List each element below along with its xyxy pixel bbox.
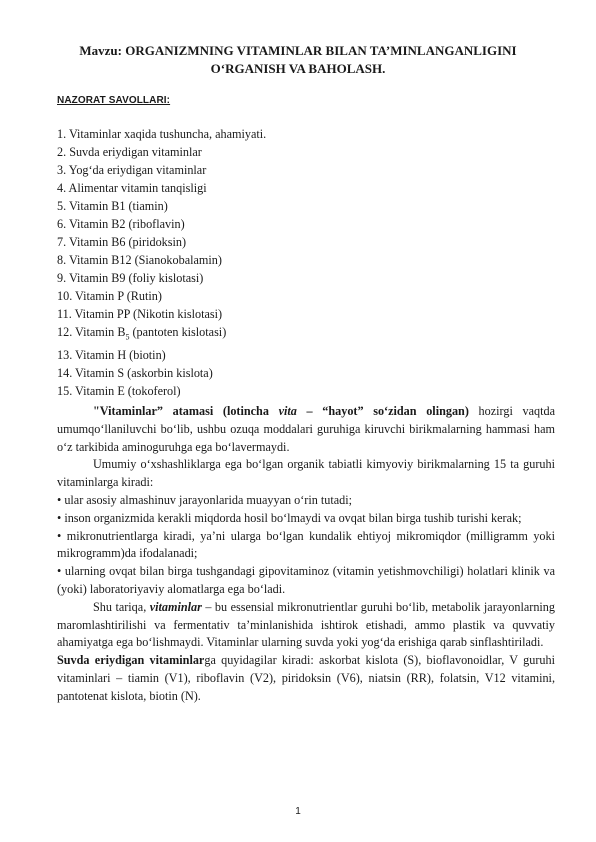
paragraph-water-soluble bbox=[57, 652, 555, 705]
question-item: 15. Vitamin E (tokoferol) bbox=[57, 384, 181, 399]
bullet-item: • mikronutrientlarga kiradi, ya’ni ularga bo‘lgan kundalik ehtiyoj mikromiqdor (milligramm yoki mikrogramm)da ifodalanadi; bbox=[57, 528, 555, 561]
question-item: 13. Vitamin H (biotin) bbox=[57, 348, 166, 363]
definition-bold-start: "Vitaminlar” atamasi (lotincha bbox=[93, 404, 279, 418]
document-title bbox=[40, 42, 556, 78]
water-soluble-term: Suvda eriydigan vitaminlar bbox=[57, 653, 205, 668]
question-item: 11. Vitamin PP (Nikotin kislotasi) bbox=[57, 307, 223, 321]
question-item: 4. Alimentar vitamin tanqisligi bbox=[57, 181, 207, 195]
question-item: 6. Vitamin B2 (riboflavin) bbox=[57, 217, 185, 231]
bullet-item: • ularning ovqat bilan birga tushgandagi gipovitaminoz (vitamin yetishmovchiligi) holatlari klinik va (yoki) laboratoriyaviy alomatlarga ega bo‘ladi. bbox=[57, 564, 555, 596]
title-line-2: O‘RGANISH VA BAHOLASH. bbox=[210, 61, 386, 76]
paragraph-groups: Umumiy o‘xshashliklarga ega bo‘lgan organik tabiatli kimyoviy birikmalarning 15 ta guruhi vitaminlarga kiradi: bbox=[57, 457, 555, 490]
paragraph-summary bbox=[57, 599, 555, 652]
definition-rest: hozirgi vaqtda umumqo‘llaniluvchi bo‘lib, ushbu ozuqa moddalari guruhiga kiruvchi birikmalarning hammasi ham o‘z tarkibida aminoguruhga ega bo‘lavermaydi. bbox=[57, 404, 555, 454]
summary-start: Shu tariqa, bbox=[93, 599, 150, 614]
question-item: 8. Vitamin B12 (Sianokobalamin) bbox=[57, 253, 222, 267]
question-item: 3. Yog‘da eriydigan vitaminlar bbox=[57, 163, 207, 177]
definition-bold-end: – “hayot” so‘zidan olingan) bbox=[296, 404, 469, 418]
question-item: 7. Vitamin B6 (piridoksin) bbox=[57, 235, 187, 249]
summary-rest: – bu essensial mikronutrientlar guruhi bo‘lib, metabolik jarayonlarning maromlashtirilishi va fermentativ ta’minlanishida ishtirok etishadi, ammo plastik va quvvatiy ahamiyatga ega bo‘lishmaydi. Vitaminlar ularning suvda yoki yog‘da erishiga qarab sinflashtiriladi. bbox=[57, 599, 555, 650]
section-heading: NAZORAT SAVOLLARI: bbox=[57, 95, 171, 106]
water-soluble-rest: ga quyidagilar kiradi: askorbat kislota (S), bioflavonoidlar, V guruhi vitaminlari – tiamin (V1), riboflavin (V2), piridoksin (V6), niatsin (RR), folatsin, V12 vitamini, pantotenat kislota, biotin (N). bbox=[57, 653, 555, 703]
question-12-rest: (pantoten kislotasi) bbox=[129, 325, 227, 339]
question-item: 9. Vitamin B9 (foliy kislotasi) bbox=[57, 271, 204, 285]
summary-term: vitaminlar bbox=[149, 599, 202, 614]
question-item: 2. Suvda eriydigan vitaminlar bbox=[57, 145, 202, 159]
question-list bbox=[57, 125, 266, 400]
question-12-subscript: 5 bbox=[125, 332, 130, 342]
question-12-main: 12. Vitamin B bbox=[57, 325, 126, 339]
bullet-item: • inson organizmida kerakli miqdorda hosil bo‘lmaydi va ovqat bilan birga tushib turishi kerak; bbox=[57, 510, 522, 525]
title-line-1: Mavzu: ORGANIZMNING VITAMINLAR BILAN TA’MINLANGANLIGINI bbox=[79, 43, 517, 58]
page-number: 1 bbox=[295, 806, 301, 817]
question-item-12 bbox=[57, 323, 266, 346]
paragraph-definition bbox=[57, 403, 555, 456]
question-item: 5. Vitamin B1 (tiamin) bbox=[57, 199, 168, 213]
body-text bbox=[57, 403, 555, 706]
question-item: 1. Vitaminlar xaqida tushuncha, ahamiyati. bbox=[57, 127, 267, 141]
definition-term: vita bbox=[278, 404, 297, 418]
bullet-item: • ular asosiy almashinuv jarayonlarida muayyan o‘rin tutadi; bbox=[57, 492, 352, 507]
question-item: 14. Vitamin S (askorbin kislota) bbox=[57, 366, 213, 381]
question-item: 10. Vitamin P (Rutin) bbox=[57, 289, 162, 303]
